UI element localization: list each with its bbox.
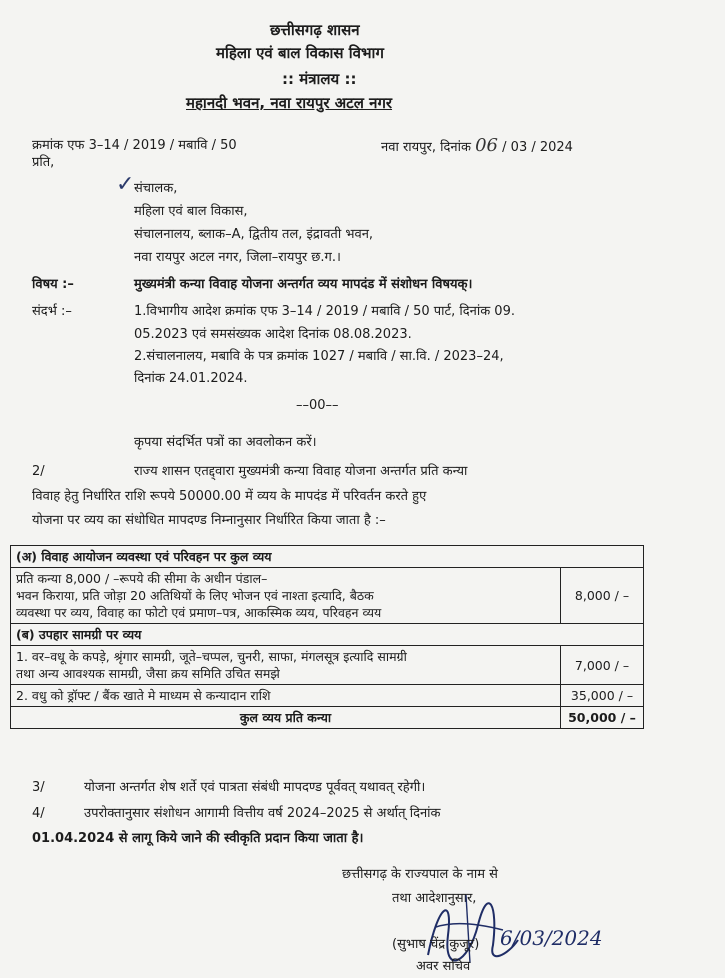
para-2-line-2: विवाह हेतु निर्धारित राशि रूपये 50000.00 में व्यय के मापदंड में परिवर्तन करते हुए <box>32 489 427 504</box>
place-date <box>381 137 573 156</box>
para-2-line-3: योजना पर व्यय का संधोधित मापदण्ड निम्नानुसार निर्धारित किया जाता है :– <box>32 513 386 528</box>
subject-label: विषय :– <box>32 277 74 292</box>
total-label: कुल व्यय प्रति कन्या <box>11 707 561 729</box>
addressee-line-3: संचालनालय, ब्लाक–A, द्वितीय तल, इंद्रावती भवन, <box>134 227 374 242</box>
addressee-line-2: महिला एवं बाल विकास, <box>134 204 248 219</box>
signature-authority-line-1: छत्तीसगढ़ के राज्यपाल के नाम से <box>342 867 498 882</box>
separator: ––00–– <box>296 398 339 413</box>
check-mark-icon: ✓ <box>116 172 135 197</box>
table-row <box>11 568 644 624</box>
reference-line-1: 1.विभागीय आदेश क्रमांक एफ 3–14 / 2019 / मबावि / 50 पार्ट, दिनांक 09. <box>134 304 515 319</box>
signature-date-handwritten: 6/03/2024 <box>500 926 603 950</box>
table-row <box>11 546 644 568</box>
signatory-name: (सुभाष चेंद्र कुजूर) <box>392 937 480 952</box>
header-department: महिला एवं बाल विकास विभाग <box>216 44 384 62</box>
reference-line-3: 2.संचालनालय, मबावि के पत्र क्रमांक 1027 / मबावि / सा.वि. / 2023–24, <box>134 349 504 364</box>
addressee-line-4: नवा रायपुर अटल नगर, जिला–रायपुर छ.ग.। <box>134 250 341 265</box>
table-row <box>11 707 644 729</box>
total-amount: 50,000 / – <box>561 707 644 729</box>
section-a-amount: 8,000 / – <box>561 568 644 624</box>
header-address: महानदी भवन, नवा रायपुर अटल नगर <box>186 94 393 112</box>
section-b-item-1-line-1: 1. वर–वधू के कपड़े, श्रृंगार सामग्री, जूते–चप्पल, चुनरी, साफा, मंगलसूत्र इत्यादि सामग्री <box>16 649 407 664</box>
addressee-line-1: संचालक, <box>134 181 178 196</box>
reference-line-2: 05.2023 एवं समसंख्यक आदेश दिनांक 08.08.2023. <box>134 327 412 342</box>
subject-text: मुख्यमंत्री कन्या विवाह योजना अन्तर्गत व्यय मापदंड में संशोधन विषयक्। <box>134 277 473 292</box>
reference-label: संदर्भ :– <box>32 304 72 319</box>
section-b-item-1 <box>11 646 561 685</box>
order-number: क्रमांक एफ 3–14 / 2019 / मबावि / 50 <box>32 138 237 153</box>
section-a-line-1: प्रति कन्या 8,000 / –रूपये की सीमा के अधीन पंडाल– <box>16 571 268 586</box>
section-b-item-2: 2. वधु को ड्रॉफ्ट / बैंक खाते मे माध्यम से कन्यादान राशि <box>11 685 561 707</box>
section-b-item-1-line-2: तथा अन्य आवश्यक सामग्री, जैसा क्रय समिति उचित समझे <box>16 666 280 681</box>
para-3-number: 3/ <box>32 780 45 795</box>
header-ministry: :: मंत्रालय :: <box>282 70 357 88</box>
para-3-text: योजना अन्तर्गत शेष शर्ते एवं पात्रता संबंधी मापदण्ड पूर्ववत् यथावत् रहेगी। <box>84 780 426 795</box>
table-row <box>11 685 644 707</box>
para-2-line-1: राज्य शासन एतद्द्वारा मुख्यमंत्री कन्या विवाह योजना अन्तर्गत प्रति कन्या <box>134 464 468 479</box>
section-a-heading: (अ) विवाह आयोजन व्यवस्था एवं परिवहन पर कुल व्यय <box>11 546 644 568</box>
section-a-description <box>11 568 561 624</box>
para-1: कृपया संदर्भित पत्रों का अवलोकन करें। <box>134 435 317 450</box>
para-2-number: 2/ <box>32 464 45 479</box>
table-row <box>11 624 644 646</box>
place-date-prefix: नवा रायपुर, दिनांक <box>381 140 471 155</box>
date-rest: / 03 / 2024 <box>502 140 573 155</box>
para-4-line-1: उपरोक्तानुसार संशोधन आगामी वित्तीय वर्ष 2024–2025 से अर्थात् दिनांक <box>84 806 441 821</box>
para-4-number: 4/ <box>32 806 45 821</box>
section-b-heading: (ब) उपहार सामग्री पर व्यय <box>11 624 644 646</box>
to-label: प्रति, <box>32 155 55 170</box>
reference-line-4: दिनांक 24.01.2024. <box>134 371 248 386</box>
section-a-line-2: भवन किराया, प्रति जोड़ा 20 अतिथियों के लिए भोजन एवं नाश्ता इत्यादि, बैठक <box>16 588 374 603</box>
section-a-line-3: व्यवस्था पर व्यय, विवाह का फोटो एवं प्रमाण–पत्र, आकस्मिक व्यय, परिवहन व्यय <box>16 605 382 620</box>
para-4-line-2: 01.04.2024 से लागू किये जाने की स्वीकृति प्रदान किया जाता है। <box>32 831 364 846</box>
expense-table <box>10 545 644 729</box>
section-b-item-2-amount: 35,000 / – <box>561 685 644 707</box>
table-row <box>11 646 644 685</box>
date-day-handwritten: 06 <box>475 135 499 156</box>
section-b-item-1-amount: 7,000 / – <box>561 646 644 685</box>
signature-authority-line-2: तथा आदेशानुसार, <box>392 891 477 906</box>
signatory-designation: अवर सचिव <box>416 959 471 974</box>
header-govt: छत्तीसगढ़ शासन <box>270 21 360 39</box>
